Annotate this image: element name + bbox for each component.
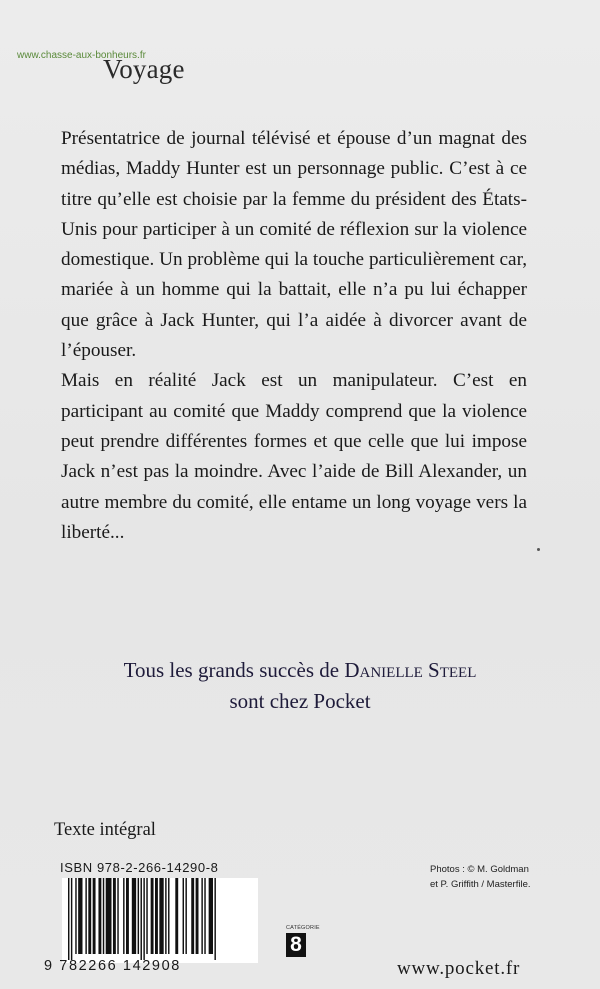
book-title: Voyage [103,54,185,84]
categorie-number: 8 [286,933,306,957]
print-speck [537,548,540,551]
promo-line-1 [0,655,600,686]
author-name: Danielle Steel [344,658,477,682]
synopsis-paragraph-2: Mais en réalité Jack est un manipulateur. C’est en participant au comité que Maddy comprend que la violence peut prendre différentes formes et que celle que lui impose Jack n’est pas la moindre. Avec l’aide de Bill Alexander, un autre membre du comité, elle entame un long voyage vers la liberté... [61,370,527,543]
credits-line-1: Photos : © M. Goldman [430,864,529,875]
promo-line-2: sont chez Pocket [229,689,371,713]
synopsis-paragraph-1: Présentatrice de journal télévisé et épouse d’un magnat des médias, Maddy Hunter est un personnage public. C’est à ce titre qu’elle est choisie par la femme du président des États-Unis pour participer à un comité de réflexion sur la violence domestique. Un problème qui la touche particulièrement car, mariée à un homme qui la battait, elle n’a pu lui échapper que grâce à Jack Hunter, qui l’a aidée à divorcer avant de l’épouser. [61,128,527,362]
promo-block [0,655,600,717]
isbn-barcode [62,878,258,963]
publisher-website[interactable]: www.pocket.fr [397,958,521,979]
barcode-bars [62,878,258,963]
watermark-url: www.chasse-aux-bonheurs.fr [17,50,146,61]
photo-credits [430,862,531,892]
barcode-digits: 9 782266 142908 [44,958,181,974]
synopsis [61,124,527,548]
promo-prefix: Tous les grands succès de [123,658,345,682]
isbn-text: ISBN 978-2-266-14290-8 [60,860,219,875]
categorie-label: CATÉGORIE [286,925,320,931]
credits-line-2: et P. Griffith / Masterfile. [430,879,531,890]
edition-note: Texte intégral [54,820,156,840]
categorie-badge [286,924,320,957]
